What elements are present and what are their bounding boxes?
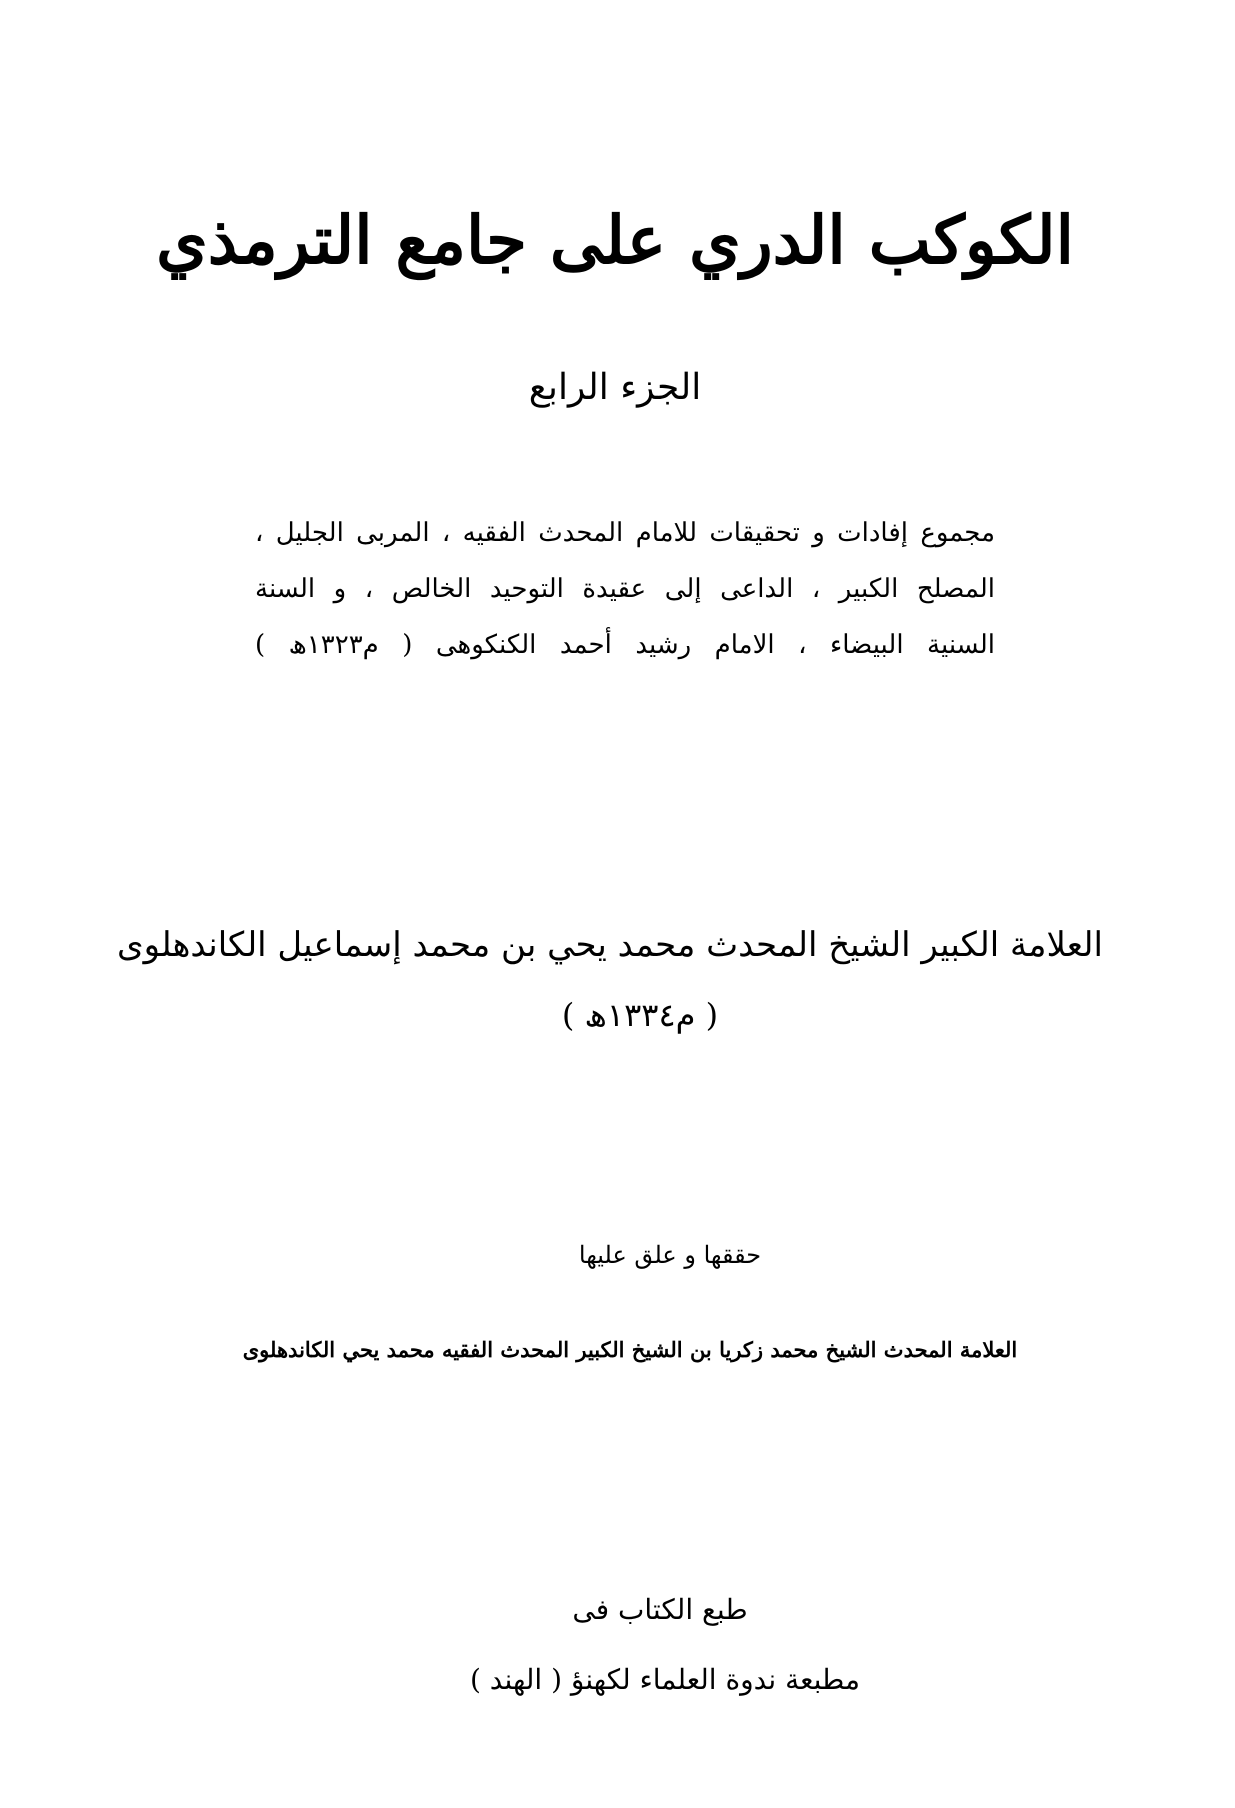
- description-line: مجموع إفادات و تحقيقات للامام المحدث الفقيه ، المربى الجليل ،: [255, 518, 995, 548]
- editor-name: العلامة المحدث الشيخ محمد زكريا بن الشيخ الكبير المحدث الفقيه محمد يحي الكاندهلوى: [242, 1337, 1018, 1362]
- volume-label: الجزء الرابع: [528, 367, 702, 408]
- author-name: العلامة الكبير الشيخ المحدث محمد يحي بن محمد إسماعيل الكاندهلوى: [117, 925, 1103, 965]
- description-line: السنية البيضاء ، الامام رشيد أحمد الكنكوهى ( م١٣٢٣ھ ): [255, 630, 996, 660]
- book-description: [255, 505, 995, 673]
- printed-at-label: طبع الكتاب فى: [572, 1593, 748, 1626]
- edited-by-label: حققها و علق عليها: [578, 1241, 762, 1269]
- author-death-date: ( م١٣٣٤ھ ): [561, 996, 719, 1034]
- publisher-press: مطبعة ندوة العلماء لكهنؤ ( الهند ): [469, 1663, 861, 1696]
- description-line: المصلح الكبير ، الداعى إلى عقيدة التوحيد الخالص ، و السنة: [255, 574, 995, 604]
- book-title: الكوكب الدري على جامع الترمذي: [156, 201, 1074, 279]
